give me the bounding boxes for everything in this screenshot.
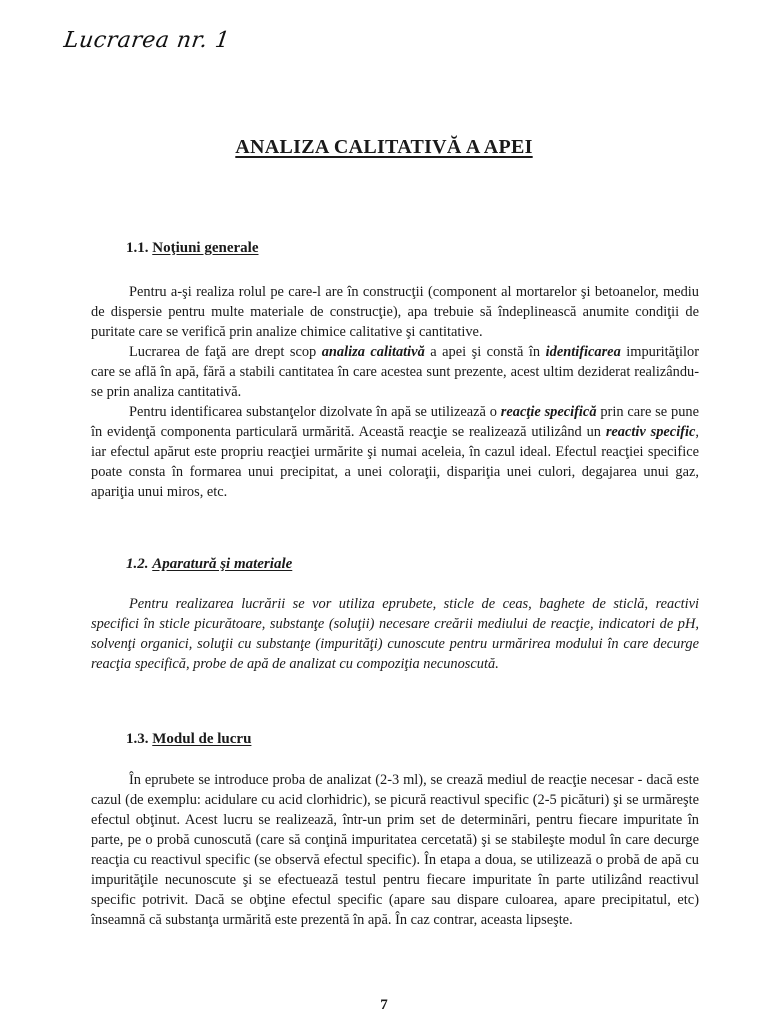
emphasis: reacţie specifică	[500, 404, 597, 420]
text-run: impurităţilor care se află în apă, fără a stabili cantitatea în care acestea sunt prezente, acest ultim deziderat realizându-se prin analiza cantitativă.	[91, 344, 699, 400]
section-number: 1.1.	[126, 240, 149, 256]
section-name: Aparatură şi materiale	[152, 556, 293, 572]
page-number: 7	[380, 997, 388, 1013]
section-heading-1	[126, 240, 259, 257]
section-number: 1.2.	[126, 556, 149, 572]
emphasis: analiza calitativă	[321, 344, 425, 360]
section-2-body	[91, 594, 699, 674]
text-run: Pentru identificarea substanţelor dizolvate în apă se utilizează o	[129, 404, 501, 420]
paragraph	[91, 402, 699, 502]
section-number: 1.3.	[126, 731, 149, 747]
paragraph: Pentru realizarea lucrării se vor utiliza eprubete, sticle de ceas, baghete de sticlă, reactivi specifici în sticle picurătoare, substanţe (soluţii) necesare creării mediului de reacţie, indicatori de pH, solvenţi organici, soluţii cu substanţe (impurităţi) cunoscute pentru urmărirea modului în care decurge reacţia specifică, probe de apă de analizat cu compoziţia necunoscută.	[91, 596, 699, 672]
section-1-body	[91, 282, 699, 502]
text-run: , iar efectul apărut este propriu reacţiei urmărite şi numai aceleia, în cazul ideal. Efectul reacţiei specifice poate consta în formarea unui precipitat, a unei coloraţii, dispariţia unei culori, degajarea unui gaz, apariţia unui miros, etc.	[91, 424, 699, 500]
section-heading-2	[126, 556, 292, 573]
page-title-text: ANALIZA CALITATIVĂ A APEI	[235, 136, 533, 158]
section-3-body	[91, 770, 699, 930]
paragraph	[91, 342, 699, 402]
running-header: Lucrarea nr. 1	[62, 28, 232, 53]
emphasis: reactiv specific	[605, 424, 696, 440]
text-run: Lucrarea de faţă are drept scop	[129, 344, 322, 360]
paragraph: În eprubete se introduce proba de analizat (2-3 ml), se crează mediul de reacţie necesar - dacă este cazul (de exemplu: acidulare cu acid clorhidric), se picură reactivul specific (2-5 picături) şi se urmăreşte efectul obţinut. Acest lucru se realizează, într-un prim set de determinări, pentru fiecare impuritate în parte, pe o probă cunoscută (care să conţină impuritatea cercetată) şi se stabileşte modul în care decurge reacţia cu reactivul specific (se observă efectul specific). În etapa a doua, se utilizează o probă de apă cu impurităţile necunoscute şi se efectuează testul pentru fiecare impuritate în parte utilizând reactivul specific potrivit. Dacă se obţine efectul specific (apare sau dispare culoarea, apare precipitatul, etc) înseamnă că substanţa urmărită este prezentă în apă. În caz contrar, aceasta lipseşte.	[91, 772, 699, 928]
text-run: a apei şi constă în	[424, 344, 546, 360]
section-name: Modul de lucru	[152, 731, 252, 747]
text-run: prin care se pune în evidenţă componenta particulară urmărită. Această reacţie se realizează utilizând un	[91, 404, 699, 440]
section-name: Noţiuni generale	[152, 240, 259, 256]
paragraph: Pentru a-şi realiza rolul pe care-l are în construcţii (component al mortarelor şi betoanelor, mediu de dispersie pentru multe materiale de construcţie), apa trebuie să îndeplinească anumite condiţii de puritate care se verifică prin analize chimice calitative şi cantitative.	[91, 284, 699, 340]
emphasis: identificarea	[545, 344, 621, 360]
page-title	[0, 136, 768, 159]
section-heading-3	[126, 731, 251, 748]
